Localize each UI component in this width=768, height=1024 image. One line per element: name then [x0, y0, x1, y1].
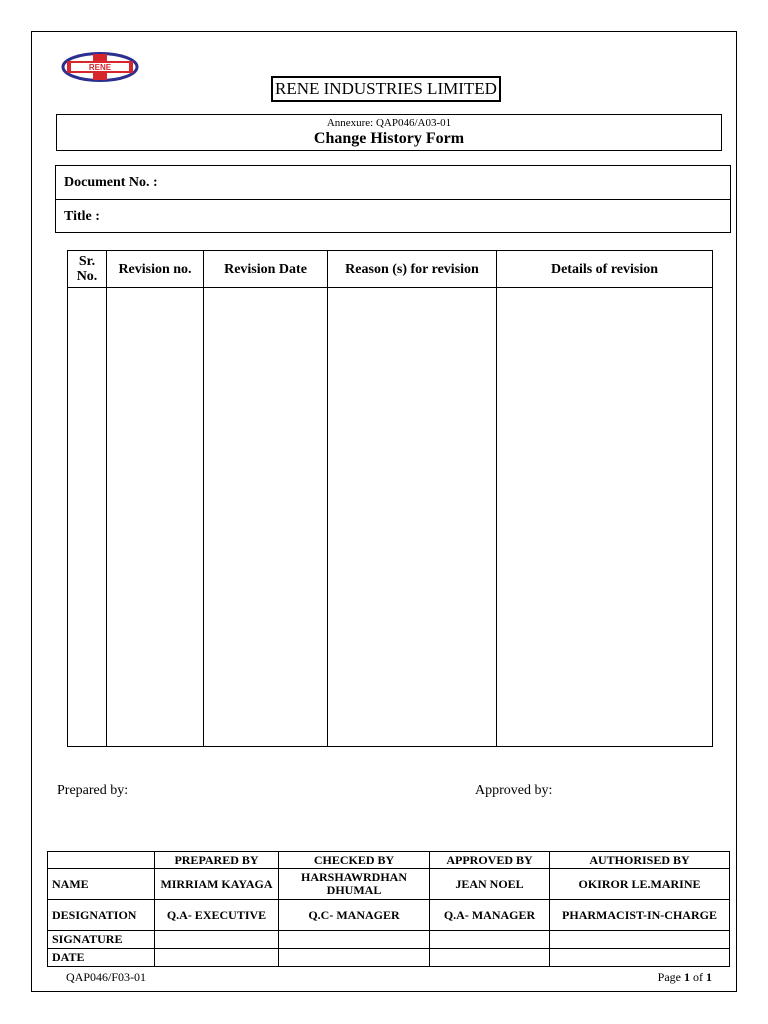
designation-checked: Q.C- MANAGER	[279, 900, 430, 931]
revision-table	[67, 250, 713, 747]
page-prefix: Page	[657, 970, 684, 984]
title-field: Title :	[56, 199, 730, 233]
row-label-signature: SIGNATURE	[48, 931, 155, 949]
date-prepared	[155, 949, 279, 967]
designation-approved: Q.A- MANAGER	[430, 900, 550, 931]
name-checked: HARSHAWRDHAN DHUMAL	[279, 869, 430, 900]
name-approved: JEAN NOEL	[430, 869, 550, 900]
document-no-field: Document No. :	[64, 175, 158, 190]
signature-checked	[279, 931, 430, 949]
prepared-by-label: Prepared by:	[57, 783, 129, 798]
row-label-date: DATE	[48, 949, 155, 967]
svg-text:RENE: RENE	[88, 63, 112, 72]
sig-header-prepared: PREPARED BY	[155, 852, 279, 869]
document-info-box	[55, 165, 731, 233]
signature-approved	[430, 931, 550, 949]
header-reason: Reason (s) for revision	[328, 251, 497, 288]
form-title-box	[56, 114, 722, 151]
sig-header-blank	[48, 852, 155, 869]
header-revision-no: Revision no.	[107, 251, 204, 288]
page-of: of	[690, 970, 706, 984]
date-checked	[279, 949, 430, 967]
table-row	[48, 900, 730, 931]
page-current: 1	[684, 970, 690, 984]
sig-header-authorised: AUTHORISED BY	[550, 852, 730, 869]
approved-by-label: Approved by:	[475, 783, 553, 798]
row-label-designation: DESIGNATION	[48, 900, 155, 931]
footer-form-code: QAP046/F03-01	[66, 970, 147, 984]
company-name: RENE INDUSTRIES LIMITED	[271, 76, 501, 102]
rene-logo	[61, 52, 139, 82]
header-sr-no: Sr. No.	[68, 251, 107, 288]
signature-table	[47, 851, 730, 967]
signature-prepared	[155, 931, 279, 949]
table-row	[48, 949, 730, 967]
form-title: Change History Form	[313, 130, 465, 147]
cell-details	[497, 288, 713, 747]
row-label-name: NAME	[48, 869, 155, 900]
designation-prepared: Q.A- EXECUTIVE	[155, 900, 279, 931]
designation-authorised: PHARMACIST-IN-CHARGE	[550, 900, 730, 931]
sig-header-approved: APPROVED BY	[430, 852, 550, 869]
table-row	[68, 288, 713, 747]
name-prepared: MIRRIAM KAYAGA	[155, 869, 279, 900]
table-row	[48, 931, 730, 949]
cell-reason	[328, 288, 497, 747]
signature-authorised	[550, 931, 730, 949]
footer-page-number	[658, 970, 712, 985]
revision-table-header	[68, 251, 713, 288]
cell-revision-no	[107, 288, 204, 747]
date-authorised	[550, 949, 730, 967]
cell-revision-date	[204, 288, 328, 747]
sig-header-checked: CHECKED BY	[279, 852, 430, 869]
page-total: 1	[706, 970, 712, 984]
cell-sr-no	[68, 288, 107, 747]
annexure-code: Annexure: QAP046/A03-01	[326, 117, 452, 129]
table-row	[48, 869, 730, 900]
signature-header-row	[48, 852, 730, 869]
name-authorised: OKIROR LE.MARINE	[550, 869, 730, 900]
date-approved	[430, 949, 550, 967]
header-details: Details of revision	[497, 251, 713, 288]
header-revision-date: Revision Date	[204, 251, 328, 288]
